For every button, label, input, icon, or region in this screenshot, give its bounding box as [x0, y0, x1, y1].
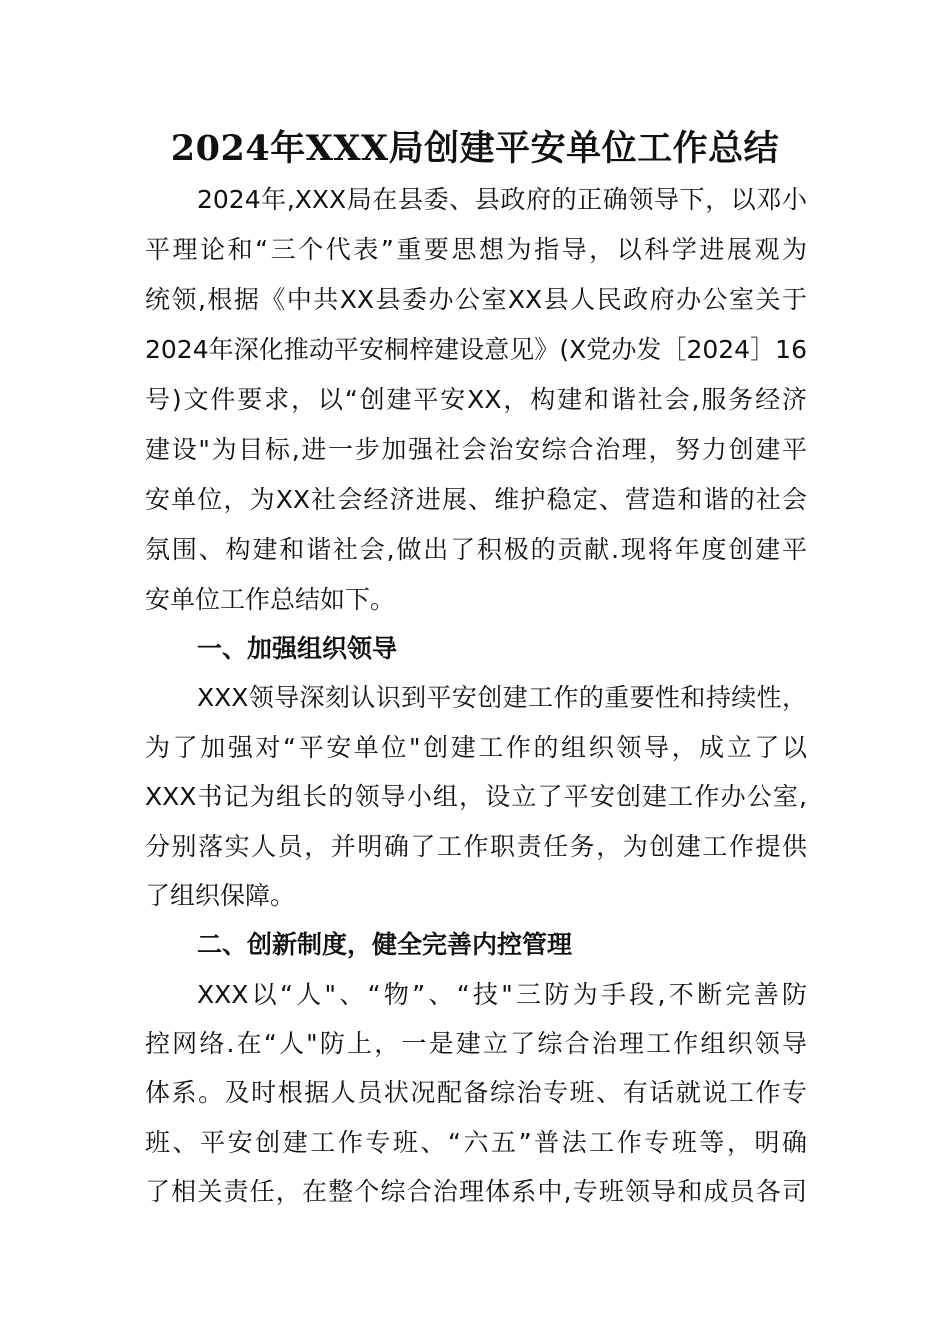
paragraph-line: 了组织保障。 — [145, 881, 296, 910]
document-title: 2024年XXX局创建平安单位工作总结 — [170, 128, 780, 169]
paragraph-line: 体系。及时根据人员状况配备综治专班、有话就说工作专 — [145, 1078, 807, 1107]
paragraph-line: 控网络.在“人"防上，一是建立了综合治理工作组织领导 — [145, 1029, 807, 1058]
paragraph-line: 号)文件要求，以“创建平安XX，构建和谐社会,服务经济 — [145, 385, 807, 414]
paragraph-line: 统领,根据《中共XX县委办公室XX县人民政府办公室关于 — [145, 285, 807, 314]
paragraph-line: 安单位，为XX社会经济进展、维护稳定、营造和谐的社会 — [145, 485, 807, 514]
paragraph-line: 2024年,XXX局在县委、县政府的正确领导下，以邓小 — [197, 185, 807, 214]
section-heading: 二、创新制度，健全完善内控管理 — [197, 930, 573, 959]
paragraph-line: 分别落实人员，并明确了工作职责任务，为创建工作提供 — [145, 832, 807, 861]
paragraph-line: 了相关责任，在整个综合治理体系中,专班领导和成员各司 — [145, 1177, 807, 1206]
section-heading: 一、加强组织领导 — [197, 634, 398, 663]
paragraph-line: 2024年深化推动平安桐梓建设意见》(X党办发［2024］16 — [145, 335, 807, 364]
paragraph-line: 为了加强对“平安单位"创建工作的组织领导，成立了以 — [145, 733, 807, 762]
paragraph-line: 班、平安创建工作专班、“六五”普法工作专班等，明确 — [145, 1128, 807, 1157]
paragraph-line: XXX以“人"、“物”、“技"三防为手段,不断完善防 — [197, 980, 807, 1009]
paragraph-line: XXX领导深刻认识到平安创建工作的重要性和持续性， — [197, 683, 807, 712]
paragraph-line: XXX书记为组长的领导小组，设立了平安创建工作办公室, — [145, 782, 807, 811]
paragraph-line: 平理论和“三个代表”重要思想为指导，以科学进展观为 — [145, 235, 807, 264]
paragraph-line: 安单位工作总结如下。 — [145, 585, 396, 614]
paragraph-line: 建设"为目标,进一步加强社会治安综合治理，努力创建平 — [145, 435, 807, 464]
paragraph-line: 氛围、构建和谐社会,做出了积极的贡献.现将年度创建平 — [145, 535, 807, 564]
